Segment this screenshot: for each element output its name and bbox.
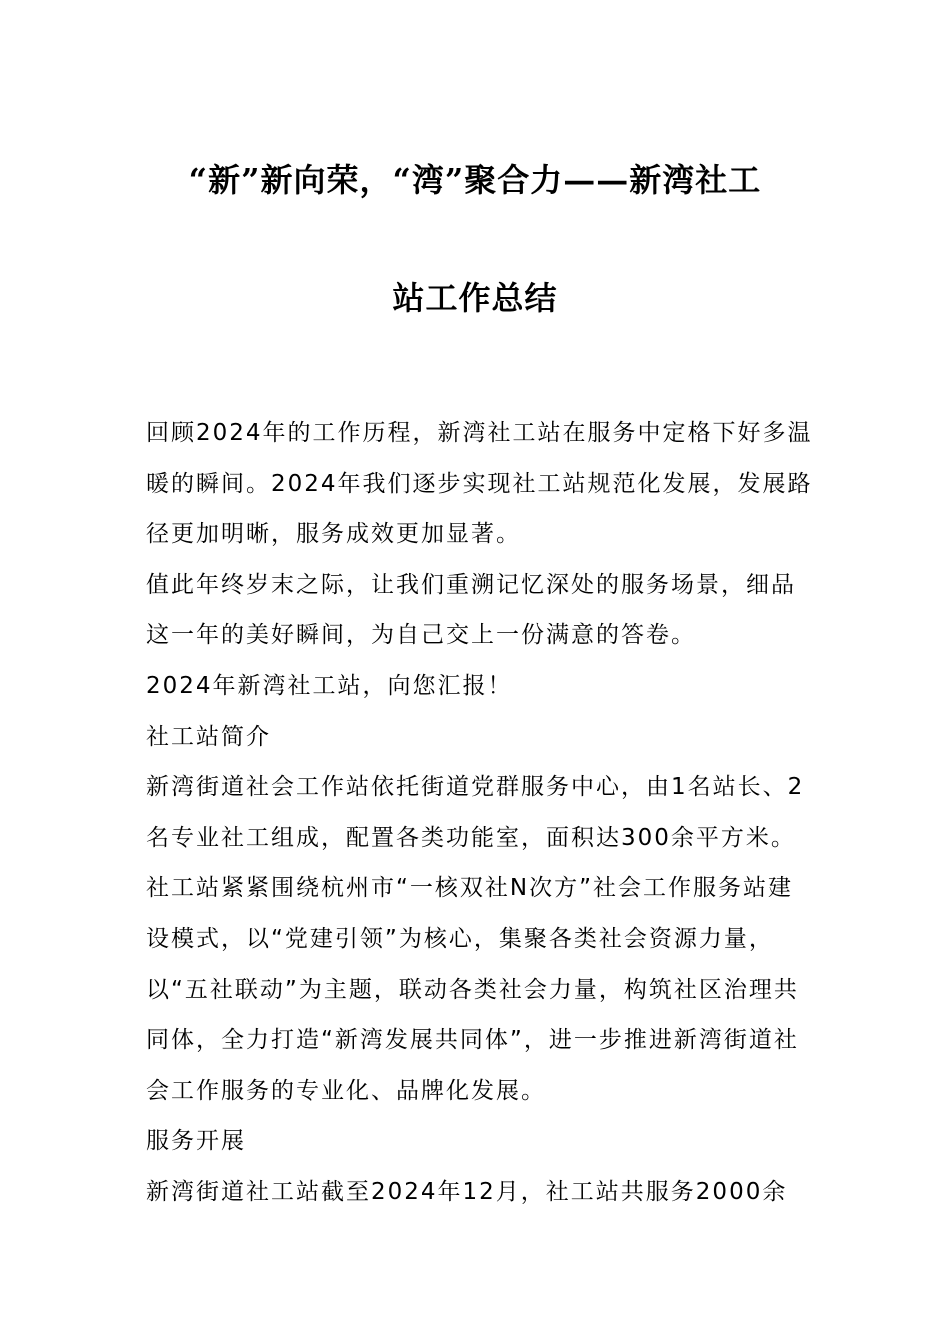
- paragraph-report: 2024年新湾社工站，向您汇报！: [146, 672, 513, 699]
- paragraph-services: 新湾街道社工站截至2024年12月，社工站共服务2000余: [146, 1178, 788, 1205]
- section-heading-services: 服务开展: [146, 1128, 246, 1155]
- paragraph-station-intro: 新湾街道社会工作站依托街道党群服务中心，由1名站长、2名专业社工组成，配置各类功能室，面积达300余平方米。社工站紧紧围绕杭州市“一核双社N次方”社会工作服务站建设模式，以“党建引领”为核心，集聚各类社会资源力量，以“五社联动”为主题，联动各类社会力量，构筑社区治理共同体，全力打造“新湾发展共同体”，进一步推进新湾街道社会工作服务的专业化、品牌化发展。: [146, 774, 805, 1104]
- document-body: [146, 408, 816, 1218]
- paragraph-year-end: 值此年终岁末之际，让我们重溯记忆深处的服务场景，细品这一年的美好瞬间，为自己交上一份满意的答卷。: [146, 571, 796, 649]
- document-title-line-2: 站工作总结: [392, 279, 558, 317]
- paragraph-intro: 回顾2024年的工作历程，新湾社工站在服务中定格下好多温暖的瞬间。2024年我们逐步实现社工站规范化发展，发展路径更加明晰，服务成效更加显著。: [146, 420, 813, 548]
- section-heading-station-intro: 社工站简介: [146, 723, 271, 750]
- document-title-line-1: “新”新向荣，“湾”聚合力——新湾社工: [188, 161, 762, 199]
